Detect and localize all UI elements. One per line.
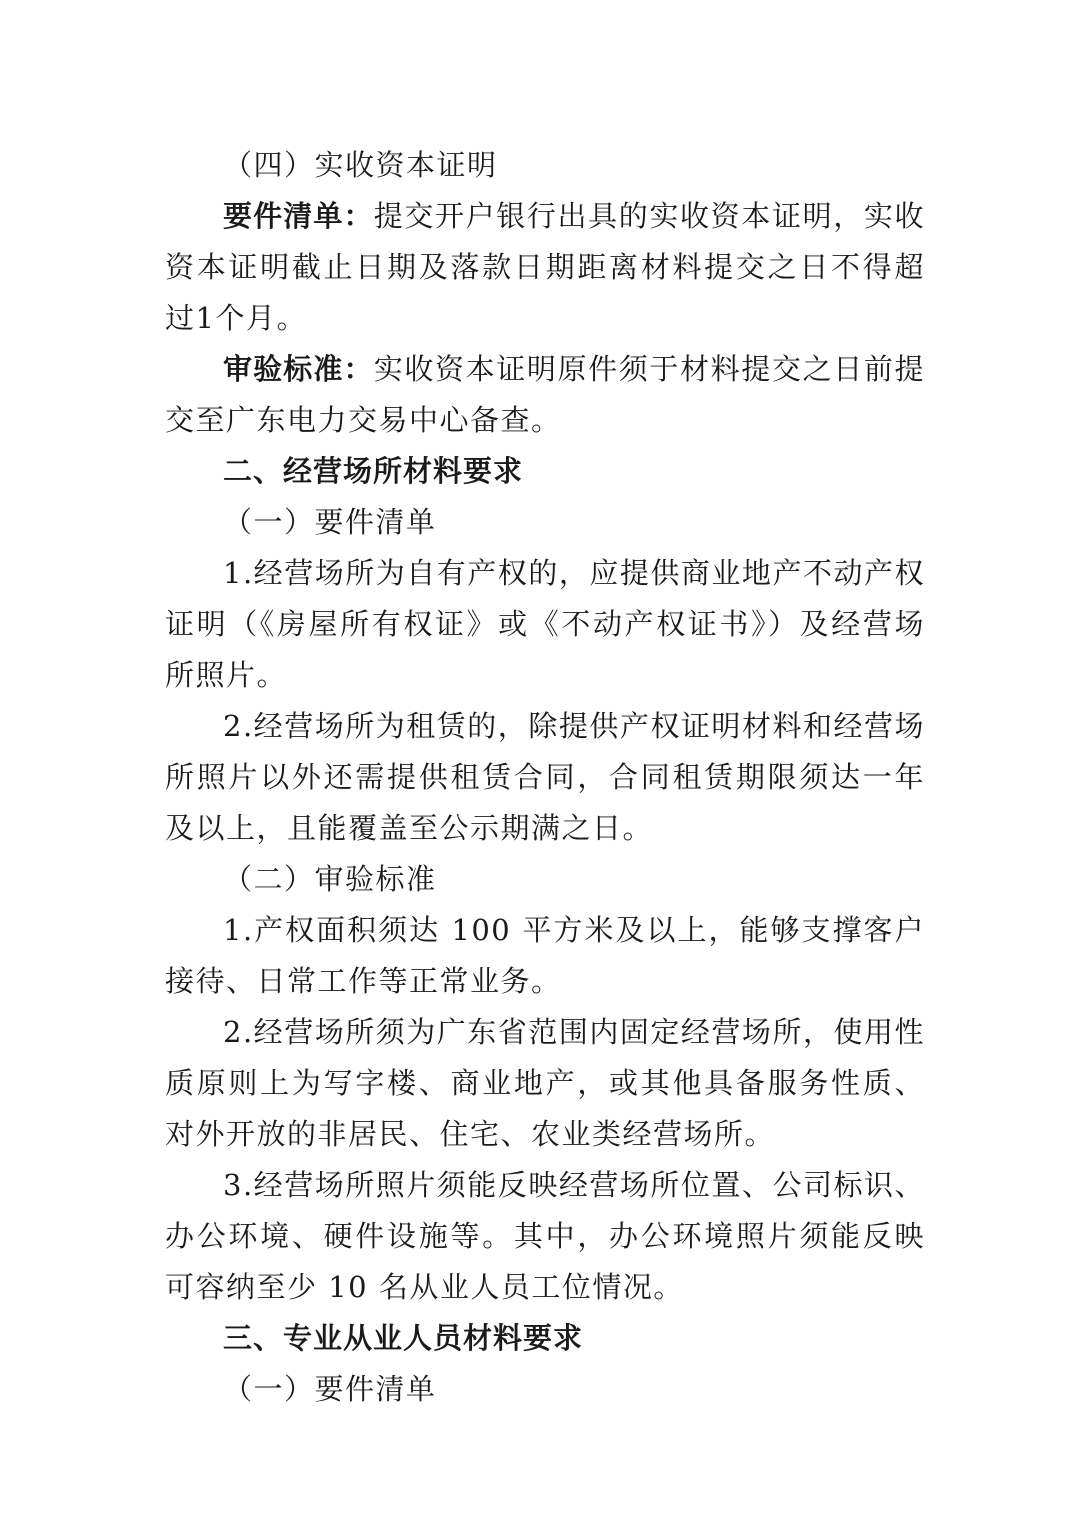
part-2-standard-item-2: 2.经营场所须为广东省范围内固定经营场所，使用性质原则上为写字楼、商业地产，或其他具备服务性质、对外开放的非居民、住宅、农业类经营场所。 bbox=[165, 1015, 925, 1151]
part-2-heading: 二、经营场所材料要求 bbox=[223, 454, 524, 488]
part-2-standard-item-1: 1.产权面积须达 100 平方米及以上，能够支撑客户接待、日常工作等正常业务。 bbox=[165, 913, 925, 998]
document-body bbox=[165, 140, 925, 1415]
section-4-standard-paragraph bbox=[165, 344, 925, 446]
part-3-heading: 三、专业从业人员材料要求 bbox=[223, 1321, 584, 1355]
part-3-subheading-list: （一）要件清单 bbox=[223, 1372, 437, 1406]
part-2-subheading-standard: （二）审验标准 bbox=[223, 862, 437, 896]
part-2-list-item-1: 1.经营场所为自有产权的，应提供商业地产不动产权证明（《房屋所有权证》或《不动产权证书》）及经营场所照片。 bbox=[165, 556, 925, 692]
standard-label: 审验标准： bbox=[223, 352, 374, 386]
part-2-standard-item-3: 3.经营场所照片须能反映经营场所位置、公司标识、办公环境、硬件设施等。其中，办公环境照片须能反映可容纳至少 10 名从业人员工位情况。 bbox=[165, 1168, 925, 1304]
section-4-list-paragraph bbox=[165, 191, 925, 344]
standard-text: 实收资本证明原件须于材料提交之日前提交至广东电力交易中心备查。 bbox=[165, 352, 925, 437]
section-4-title: （四）实收资本证明 bbox=[223, 148, 498, 182]
part-2-subheading-list: （一）要件清单 bbox=[223, 505, 437, 539]
part-2-list-item-2: 2.经营场所为租赁的，除提供产权证明材料和经营场所照片以外还需提供租赁合同，合同租赁期限须达一年及以上，且能覆盖至公示期满之日。 bbox=[165, 709, 925, 845]
list-label: 要件清单： bbox=[223, 199, 374, 233]
list-text: 提交开户银行出具的实收资本证明，实收资本证明截止日期及落款日期距离材料提交之日不得超过1个月。 bbox=[165, 199, 925, 335]
